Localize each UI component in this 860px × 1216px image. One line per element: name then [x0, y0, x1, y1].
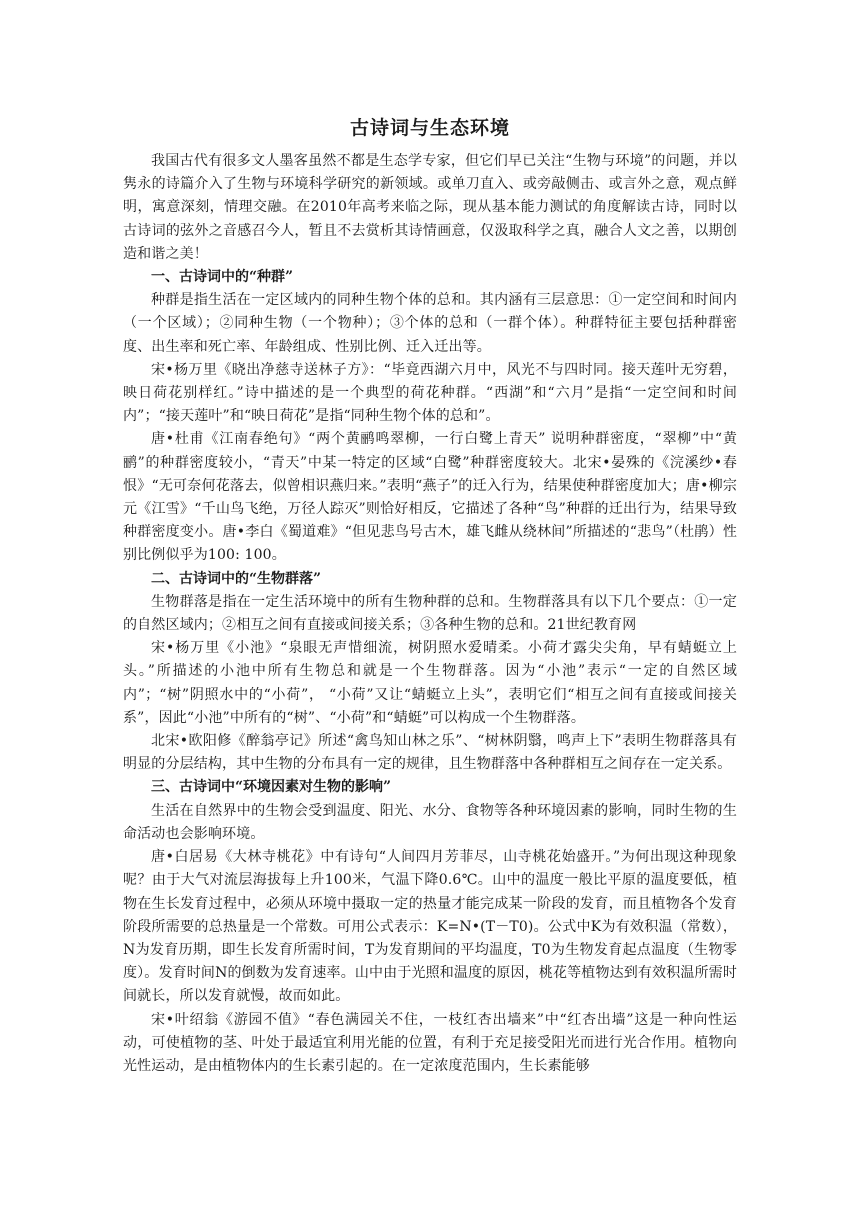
paragraph: 生物群落是指在一定生活环境中的所有生物种群的总和。生物群落具有以下几个要点：①一定的自然区域内；②相互之间有直接或间接关系；③各种生物的总和。21世纪教育网 — [123, 593, 737, 634]
section-heading-community: 二、古诗词中的“生物群落” — [151, 570, 322, 587]
document-page — [123, 112, 737, 1078]
paragraph: 唐•白居易《大林寺桃花》中有诗句“人间四月芳菲尽，山寺桃花始盛开。”为何出现这种现象呢？由于大气对流层海拔每上升100米，气温下降0.6℃。山中的温度一般比平原的温度要低，植物在生长发育过程中，必须从环境中摄取一定的热量才能完成某一阶段的发育，而且植物各个发育阶段所需要的总热量是一个常数。可用公式表示：K=N•(T－T0)。公式中K为有效积温（常数），N为发育历期，即生长发育所需时间，T为发育期间的平均温度，T0为生物发育起点温度（生物零度）。发育时间N的倒数为发育速率。山中由于光照和温度的原因，桃花等植物达到有效积温所需时间就长，所以发育就慢，故而如此。 — [123, 849, 737, 1005]
intro-paragraph: 我国古代有很多文人墨客虽然不都是生态学专家，但它们早已关注“生物与环境”的问题，并以隽永的诗篇介入了生物与环境科学研究的新领域。或单刀直入、或旁敲侧击、或言外之意，观点鲜明，寓意深刻，情理交融。在2010年高考来临之际，现从基本能力测试的角度解读古诗，同时以古诗词的弦外之音感召今人，暂且不去赏析其诗情画意，仅汲取科学之真，融合人文之善，以期创造和谐之美！ — [123, 153, 737, 262]
section-heading-environment: 三、古诗词中“环境因素对生物的影响” — [151, 779, 392, 796]
paragraph: 宋•杨万里《小池》“泉眼无声惜细流，树阴照水爱晴柔。小荷才露尖尖角，早有蜻蜓立上头。”所描述的小池中所有生物总和就是一个生物群落。因为“小池”表示“一定的自然区域内”；“树”阴照水中的“小荷”， “小荷”又让“蜻蜓立上头”，表明它们“相互之间有直接或间接关系”，因此“小池”中所有的“树”、“小荷”和“蜻蜓”可以构成一个生物群落。 — [123, 640, 737, 726]
paragraph: 宋•杨万里《晓出净慈寺送林子方》：“毕竟西湖六月中，风光不与四时同。接天莲叶无穷碧，映日荷花别样红。”诗中描述的是一个典型的荷花种群。“西湖”和“六月”是指“一定空间和时间内”；“接天莲叶”和“映日荷花”是指“同种生物个体的总和”。 — [123, 361, 737, 425]
paragraph: 唐•杜甫《江南春绝句》“两个黄鹂鸣翠柳，一行白鹭上青天” 说明种群密度，“翠柳”中“黄鹂”的种群密度较小，“青天”中某一特定的区域“白鹭”种群密度较大。北宋•晏殊的《浣溪纱•春恨》“无可奈何花落去，似曾相识燕归来。”表明“燕子”的迁入行为，结果使种群密度加大；唐•柳宗元《江雪》“千山鸟飞绝，万径人踪灭”则恰好相反，它描述了各种“鸟”种群的迁出行为，结果导致种群密度变小。唐•李白《蜀道难》“但见悲鸟号古木，雄飞雌从绕林间”所描述的“悲鸟”（杜鹃）性别比例似乎为100: 100。 — [123, 431, 737, 564]
document-title: 古诗词与生态环境 — [349, 117, 510, 139]
paragraph: 宋•叶绍翁《游园不值》“春色满园关不住，一枝红杏出墙来”中“红杏出墙”这是一种向性运动，可使植物的茎、叶处于最适宜利用光能的位置，有利于充足接受阳光而进行光合作用。植物向光性运动，是由植物体内的生长素引起的。在一定浓度范围内，生长素能够 — [123, 1011, 737, 1074]
paragraph: 种群是指生活在一定区域内的同种生物个体的总和。其内涵有三层意思：①一定空间和时间内（一个区域）；②同种生物（一个物种）；③个体的总和（一群个体）。种群特征主要包括种群密度、出生率和死亡率、年龄组成、性别比例、迁入迁出等。 — [123, 292, 737, 355]
paragraph: 生活在自然界中的生物会受到温度、阳光、水分、食物等各种环境因素的影响，同时生物的生命活动也会影响环境。 — [123, 802, 737, 842]
paragraph: 北宋•欧阳修《醉翁亭记》所述“禽鸟知山林之乐”、“树林阴翳，鸣声上下”表明生物群落具有明显的分层结构，其中生物的分布具有一定的规律，且生物群落中各种群相互之间存在一定关系。 — [123, 733, 737, 773]
section-heading-population: 一、古诗词中的“种群” — [151, 269, 294, 286]
